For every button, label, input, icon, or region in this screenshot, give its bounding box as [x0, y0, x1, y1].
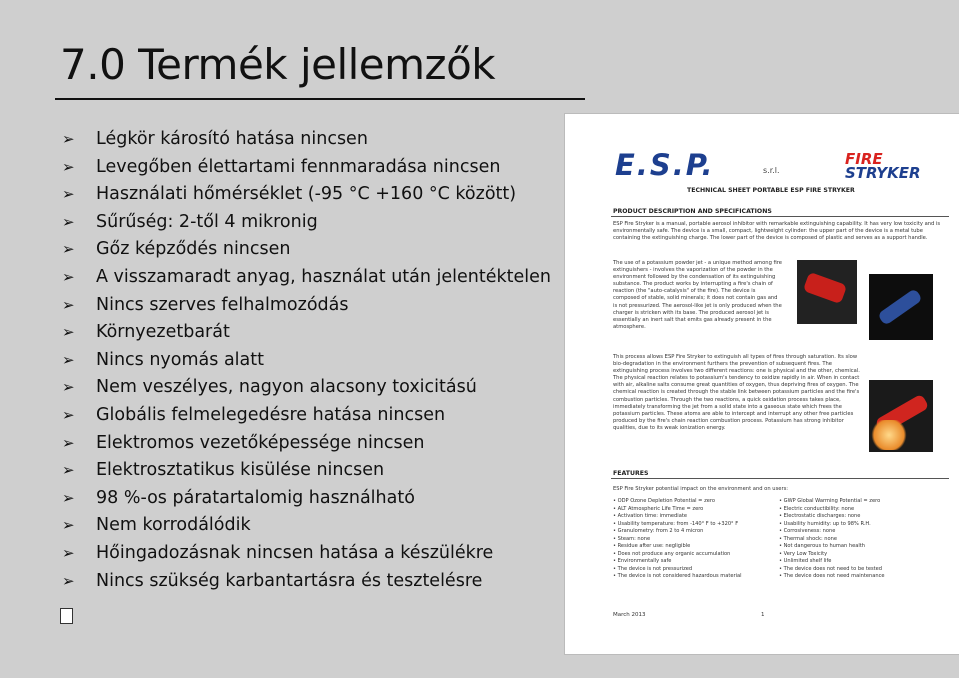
feature-item: • Usability temperature: from -140° F to +320° F — [613, 520, 739, 527]
arrow-bullet-icon: ➢ — [62, 543, 75, 562]
arrow-bullet-icon: ➢ — [62, 405, 75, 424]
product-photo-2 — [869, 274, 933, 340]
feature-item: • ALT Atmospheric Life Time = zero — [613, 505, 704, 512]
bullet-text: Globális felmelegedésre hatása nincsen — [96, 404, 446, 425]
description-column: The use of a potassium powder jet - a unique method among fire extinguishers - involves the vaporization of the powder in the environment followed by the condensation of its extinguishing substance. The product works by interrupting a fire's chain of reaction (the "auto-catalysis" of the fire). The device is composed of stable, solid minerals; it does not contain gas and is not pressurized. The aerosol-like jet is only produced when the charger is stricken with its base. The produced aerosol jet is essentially an inert salt that emits gas already present in the atmosphere. — [613, 260, 782, 330]
section-rule — [611, 478, 949, 479]
feature-item: • Corrosiveness: none — [779, 528, 836, 534]
feature-item: • Unlimited shelf life — [779, 558, 832, 564]
feature-item: • Residue after use: negligible — [613, 543, 691, 549]
bullet-text: Használati hőmérséklet (-95 °C +160 °C között) — [96, 184, 517, 205]
description-intro: ESP Fire Stryker is a manual, portable aerosol inhibitor with remarkable extinguishing capability. It has very low toxicity and is environmentally safe. The device is a small, compact, lightweight cylinder: the upper part of the device is a metal tube containing the extinguishing charge. The lower part of the device is composed of plastic and serves as a support handle. — [613, 221, 941, 242]
bullet-text: Hőingadozásnak nincsen hatása a készülékre — [96, 542, 494, 563]
bullet-text: Levegőben élettartami fennmaradása nincsen — [96, 156, 501, 177]
footer-date: March 2013 — [613, 612, 646, 618]
feature-item: • The device is not considered hazardous material — [613, 573, 742, 579]
title-underline — [55, 98, 585, 100]
arrow-bullet-icon: ➢ — [62, 130, 75, 148]
arrow-bullet-icon: ➢ — [62, 433, 75, 452]
feature-item: • Very Low Toxicity — [779, 550, 828, 557]
feature-item: • Usability humidity: up to 98% R.H. — [779, 520, 871, 527]
arrow-bullet-icon: ➢ — [62, 488, 75, 507]
arrow-bullet-icon: ➢ — [62, 323, 75, 342]
bullet-text: Nincs nyomás alatt — [96, 349, 264, 370]
bullet-text: 98 %-os páratartalomig használható — [96, 487, 415, 508]
arrow-bullet-icon: ➢ — [62, 185, 75, 204]
arrow-bullet-icon: ➢ — [62, 461, 75, 480]
bullet-text: Elektrosztatikus kisülése nincsen — [96, 460, 385, 481]
feature-item: • Thermal shock: none — [779, 535, 838, 542]
arrow-bullet-icon: ➢ — [62, 295, 75, 314]
feature-item: • GWP Global Warming Potential = zero — [779, 498, 881, 504]
arrow-bullet-icon: ➢ — [62, 571, 75, 590]
esp-logo-suffix: s.r.l. — [763, 166, 780, 175]
feature-item: • Activation time: immediate — [613, 513, 687, 519]
feature-item: • The device is not pressurized — [613, 565, 693, 572]
bullet-text: A visszamaradt anyag, használat után jelentéktelen — [96, 266, 551, 287]
section-heading-description: PRODUCT DESCRIPTION AND SPECIFICATIONS — [613, 208, 772, 215]
bullet-text: Nem korrodálódik — [96, 515, 251, 536]
product-photo-3 — [869, 380, 933, 452]
feature-item: • Granulometry: from 2 to 4 micron — [613, 528, 704, 534]
section-rule — [611, 216, 949, 217]
feature-item: • ODP Ozone Depletion Potential = zero — [613, 498, 715, 504]
bullet-text: Nincs szükség karbantartásra és tesztelésre — [96, 570, 483, 591]
features-left-column — [613, 498, 773, 581]
section-heading-features: FEATURES — [613, 470, 649, 477]
bullet-text: Gőz képződés nincsen — [96, 239, 291, 260]
slide-title: 7.0 Termék jellemzők — [60, 40, 496, 89]
product-sheet-image — [565, 114, 959, 654]
features-intro: ESP Fire Stryker potential impact on the environment and on users: — [613, 486, 789, 492]
feature-item: • Environmentally safe — [613, 558, 672, 564]
arrow-bullet-icon: ➢ — [62, 516, 75, 535]
bullet-text: Környezetbarát — [96, 322, 230, 343]
arrow-bullet-icon: ➢ — [62, 157, 75, 176]
arrow-bullet-icon: ➢ — [62, 212, 75, 231]
esp-logo: E.S.P. — [615, 148, 715, 182]
features-right-column — [779, 498, 939, 581]
bullet-text: Légkör károsító hatása nincsen — [96, 129, 368, 149]
bullet-text: Nincs szerves felhalmozódás — [96, 294, 349, 315]
footer-page-number: 1 — [761, 612, 765, 618]
feature-item: • Steam: none — [613, 535, 651, 542]
feature-item: • The device does not need to be tested — [779, 565, 883, 572]
fire-stryker-logo: FIRE STRYKER — [845, 150, 921, 182]
arrow-bullet-icon: ➢ — [62, 378, 75, 397]
feature-item: • Electrostatic discharges: none — [779, 513, 861, 519]
arrow-bullet-icon: ➢ — [62, 240, 75, 259]
feature-item: • The device does not need maintenance — [779, 573, 885, 579]
description-body: This process allows ESP Fire Stryker to extinguish all types of fires through saturation. Its slow bio-degradation in the environment furthers the prevention of subsequent fires. The extinguishing process involves two different reactions: one is physical and the other, chemical. The physical reaction relates to potassium's tendency to oxidize rapidly in air. When in contact with air, alkaline salts consume great quantities of oxygen, thus depriving fires of oxygen. The chemical reaction is created through the stable link between potassium particles and the fire's combustion particles. Through the two reactions, a quick oxidation process takes place, immediately transforming the jet from a solid state into a gaseous state which frees the potassium particles. These atoms are able to intercept and interrupt any other free particles produced by the fire's chain reaction combustion process. Potassium has strong inhibitor qualities, due to its weak ionization energy. — [613, 354, 860, 431]
feature-item: • Does not produce any organic accumulation — [613, 550, 731, 557]
bullet-text: Sűrűség: 2-től 4 mikronig — [96, 211, 318, 232]
feature-item: • Electric conductibility: none — [779, 505, 855, 512]
sheet-title: TECHNICAL SHEET PORTABLE ESP FIRE STRYKER — [687, 187, 855, 194]
bullet-text: Elektromos vezetőképessége nincsen — [96, 432, 425, 453]
bullet-text: Nem veszélyes, nagyon alacsony toxicitású — [96, 377, 477, 398]
feature-item: • Not dangerous to human health — [779, 543, 865, 549]
missing-glyph-box — [60, 608, 73, 624]
product-photo-1 — [797, 260, 857, 324]
arrow-bullet-icon: ➢ — [62, 267, 75, 286]
arrow-bullet-icon: ➢ — [62, 350, 75, 369]
